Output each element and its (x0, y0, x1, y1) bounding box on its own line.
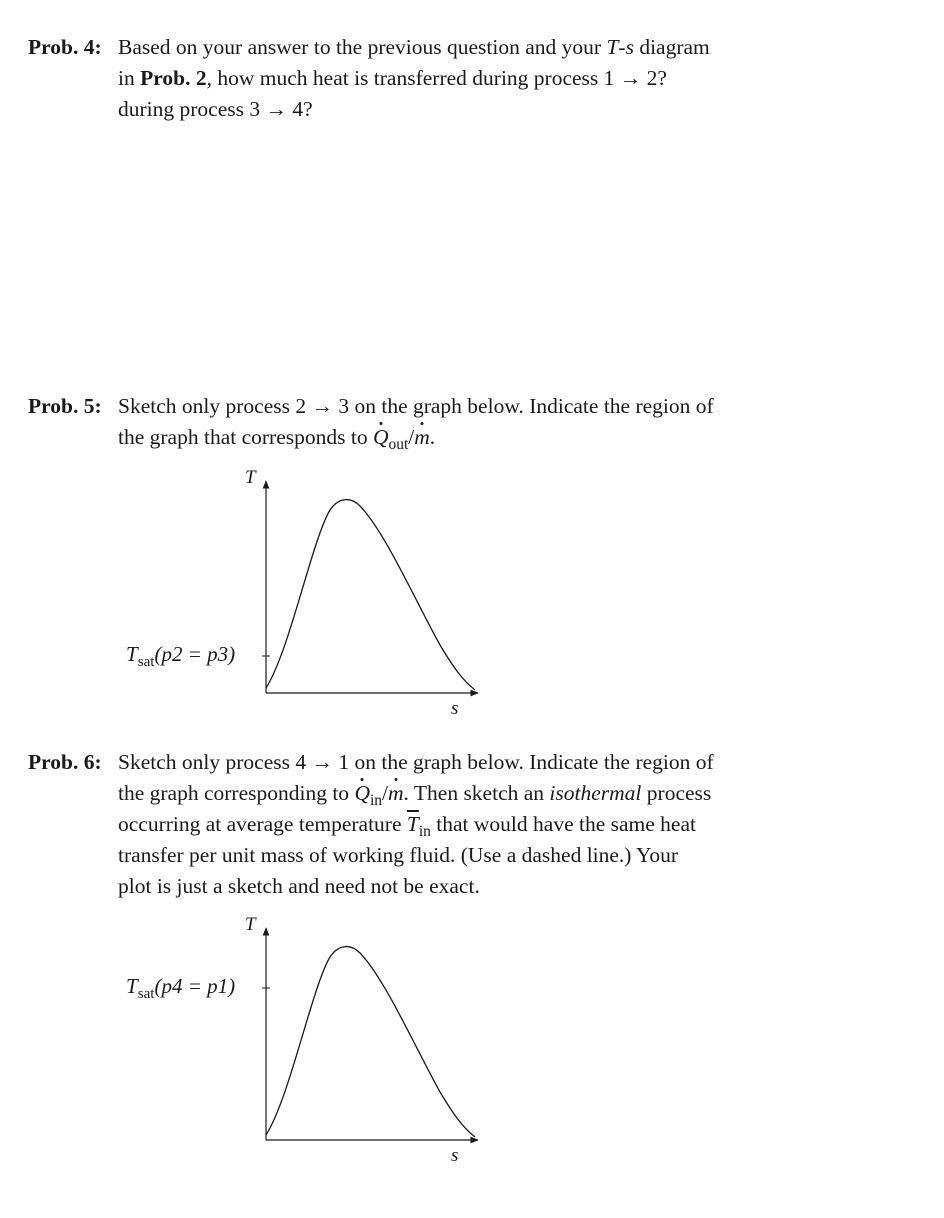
p4-line3: during process 3 → 4? (118, 97, 313, 121)
p4-line2-a: in (118, 66, 141, 90)
problem-5-label: Prob. 5: (28, 394, 102, 418)
p4-s: s (625, 35, 634, 59)
p4-prob2-ref: Prob. 2 (140, 66, 207, 90)
p5-m: m (414, 422, 430, 453)
p6-tsat-T: T (126, 974, 138, 998)
p4-line1-a: Based on your answer to the previous question and your (118, 35, 607, 59)
p6-tsat-expr: (p4 = p1) (154, 974, 236, 998)
p4-dash: - (618, 35, 626, 59)
p6-line3-a: occurring at average temperature (118, 812, 407, 836)
p6-line5: plot is just a sketch and need not be exact. (118, 874, 480, 898)
p6-slash: / (382, 781, 388, 805)
p5-y-axis-label: T (245, 467, 256, 488)
p5-line1: Sketch only process 2 → 3 on the graph below. Indicate the region of (118, 394, 714, 418)
p5-line2-end: . (429, 425, 436, 449)
p6-y-axis-label: T (245, 914, 256, 935)
p6-line2-a: the graph corresponding to (118, 781, 355, 805)
p4-line2-b: , how much heat is transferred during process 1 → 2? (206, 66, 667, 90)
p6-line1: Sketch only process 4 → 1 on the graph below. Indicate the region of (118, 750, 714, 774)
p6-saturation-dome (266, 947, 475, 1137)
p5-Q: Q (373, 422, 389, 453)
p6-tsat-label (126, 974, 236, 1002)
p5-Q-sub: out (388, 435, 409, 453)
p6-tsat-sub: sat (137, 985, 155, 1002)
p6-Q-sub: in (369, 791, 383, 809)
p6-m: m (388, 778, 404, 809)
p6-line3-b: that would have the same heat (430, 812, 696, 836)
problem-4-label: Prob. 4: (28, 35, 102, 59)
p6-isothermal: isothermal (549, 781, 642, 805)
p4-line1-b: diagram (633, 35, 710, 59)
p6-line4: transfer per unit mass of working fluid. (Use a dashed line.) Your (118, 843, 679, 867)
p5-slash: / (408, 425, 415, 449)
p5-x-axis-label: s (451, 698, 459, 719)
p4-T: T (606, 35, 619, 59)
p6-Q: Q (354, 778, 370, 809)
p6-line2-b: . Then sketch an (403, 781, 550, 805)
p5-tsat-T: T (126, 642, 138, 666)
p6-line2-c: process (641, 781, 712, 805)
p6-tbar: $\overline{T}$ (406, 812, 419, 836)
p6-x-axis-label: s (451, 1145, 459, 1166)
p5-tsat-expr: (p2 = p3) (154, 642, 236, 666)
p5-line2-a: the graph that corresponds to (118, 425, 373, 449)
p5-tsat-sub: sat (137, 653, 155, 670)
p6-tbar-sub: in (418, 822, 431, 840)
problem-6-label: Prob. 6: (28, 750, 102, 774)
